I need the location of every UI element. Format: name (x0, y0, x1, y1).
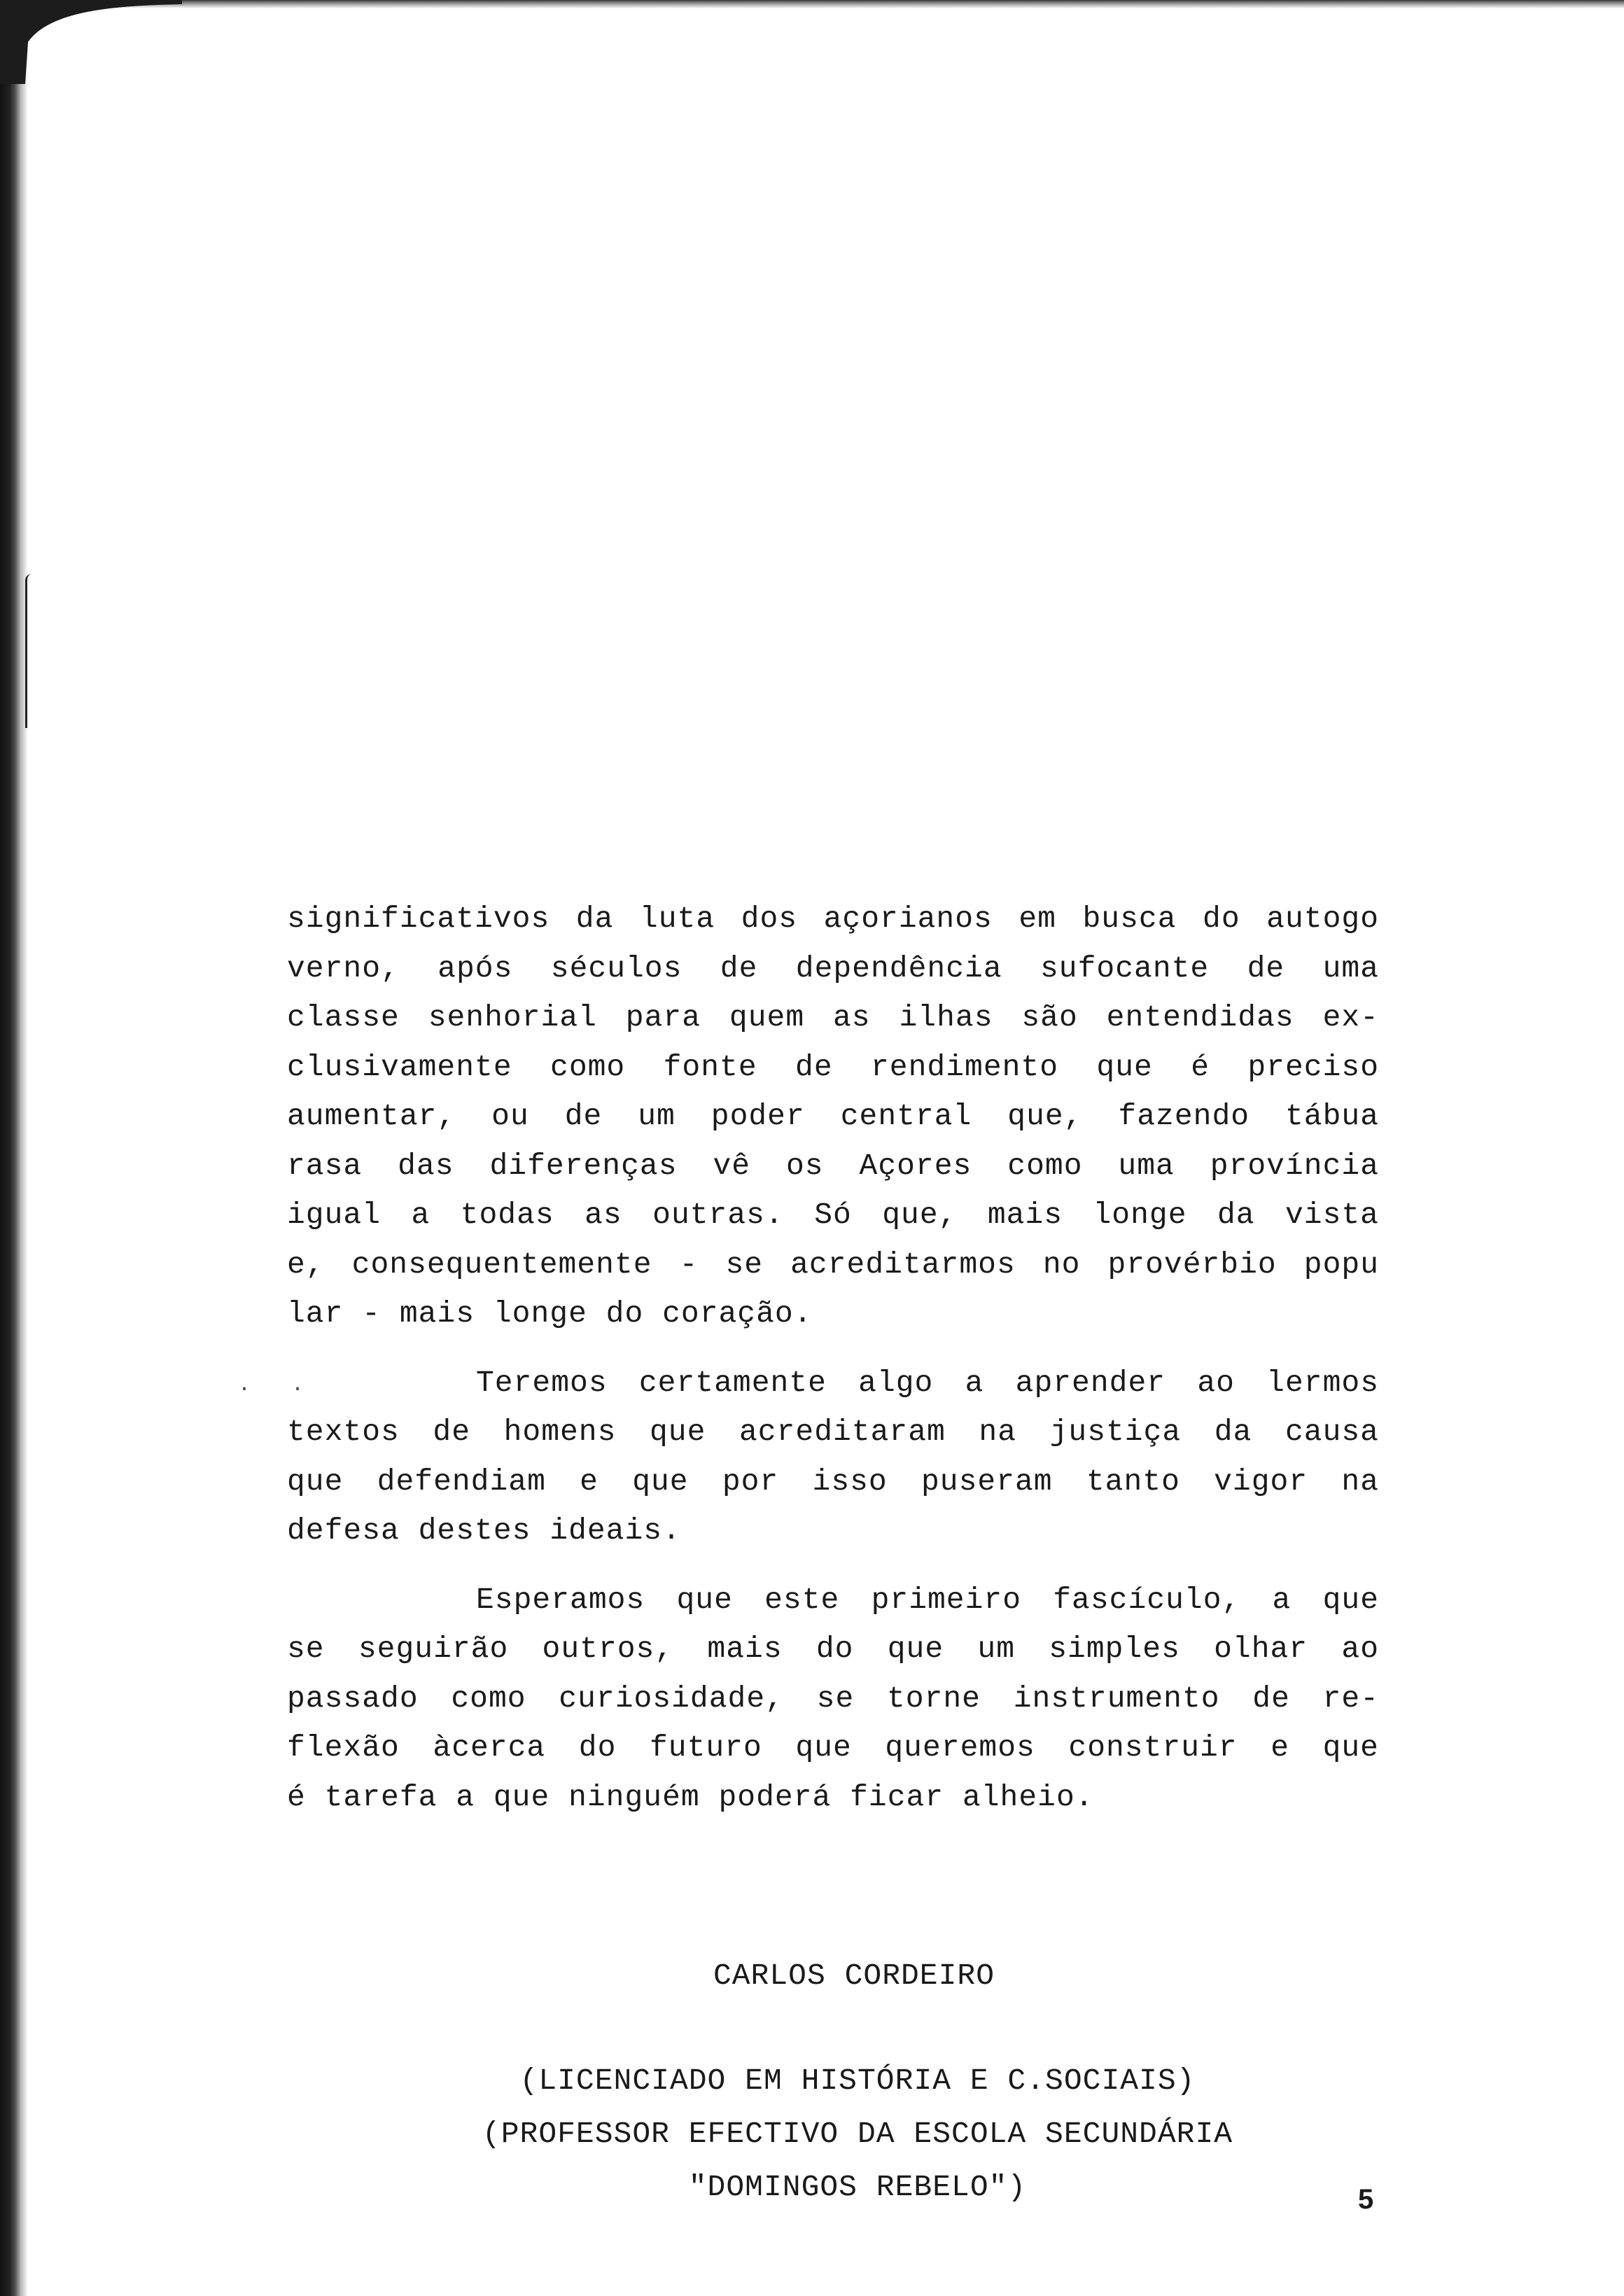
text-line: verno, após séculos de dependência sufocante de uma (287, 951, 1379, 986)
text-line: rasa das diferenças vê os Açores como uma província (287, 1148, 1379, 1183)
text-line: Teremos certamente algo a aprender ao lermos (476, 1365, 1379, 1400)
text-line: é tarefa a que ninguém poderá ficar alheio. (287, 1779, 1094, 1814)
author-name: CARLOS CORDEIRO (713, 1959, 995, 1993)
credential-line: "DOMINGOS REBELO") (688, 2170, 1027, 2204)
text-line: passado como curiosidade, se torne instrumento de re- (287, 1681, 1379, 1716)
binding-edge-shadow (0, 0, 28, 2296)
text-line: clusivamente como fonte de rendimento que é preciso (287, 1049, 1379, 1084)
body-text (287, 895, 1379, 1822)
paragraph-1 (287, 895, 1379, 1339)
stray-dots: . . (238, 1373, 318, 1397)
text-line: se seguirão outros, mais do que um simples olhar ao (287, 1632, 1379, 1666)
top-edge-shadow (0, 0, 1624, 8)
page-curl-mark (0, 0, 182, 84)
text-line: flexão àcerca do futuro que queremos construir e que (287, 1730, 1379, 1765)
text-line: aumentar, ou de um poder central que, fazendo tábua (287, 1099, 1379, 1133)
text-line: significativos da luta dos açorianos em busca do autogo (287, 902, 1379, 936)
page-number: 5 (1358, 2184, 1374, 2215)
paragraph-3 (287, 1576, 1379, 1823)
credential-line: (PROFESSOR EFECTIVO DA ESCOLA SECUNDÁRIA (482, 2117, 1233, 2151)
text-line: que defendiam e que por isso puseram tanto vigor na (287, 1464, 1379, 1499)
text-line: lar - mais longe do coração. (287, 1296, 813, 1331)
text-line: Esperamos que este primeiro fascículo, a que (476, 1582, 1379, 1617)
credential-line: (LICENCIADO EM HISTÓRIA E C.SOCIAIS) (519, 2064, 1196, 2098)
text-line: classe senhorial para quem as ilhas são entendidas ex- (287, 1000, 1379, 1035)
edge-ink-mark (25, 574, 31, 728)
text-line: textos de homens que acreditaram na justiça da causa (287, 1415, 1379, 1449)
paragraph-gap (287, 1339, 1379, 1359)
paragraph-2 (287, 1359, 1379, 1556)
author-credentials (0, 2054, 1624, 2214)
paragraph-gap (287, 1556, 1379, 1576)
text-line: e, consequentemente - se acreditarmos no provérbio popu (287, 1247, 1379, 1282)
text-line: igual a todas as outras. Só que, mais longe da vista (287, 1198, 1379, 1232)
text-line: defesa destes ideais. (287, 1513, 681, 1548)
